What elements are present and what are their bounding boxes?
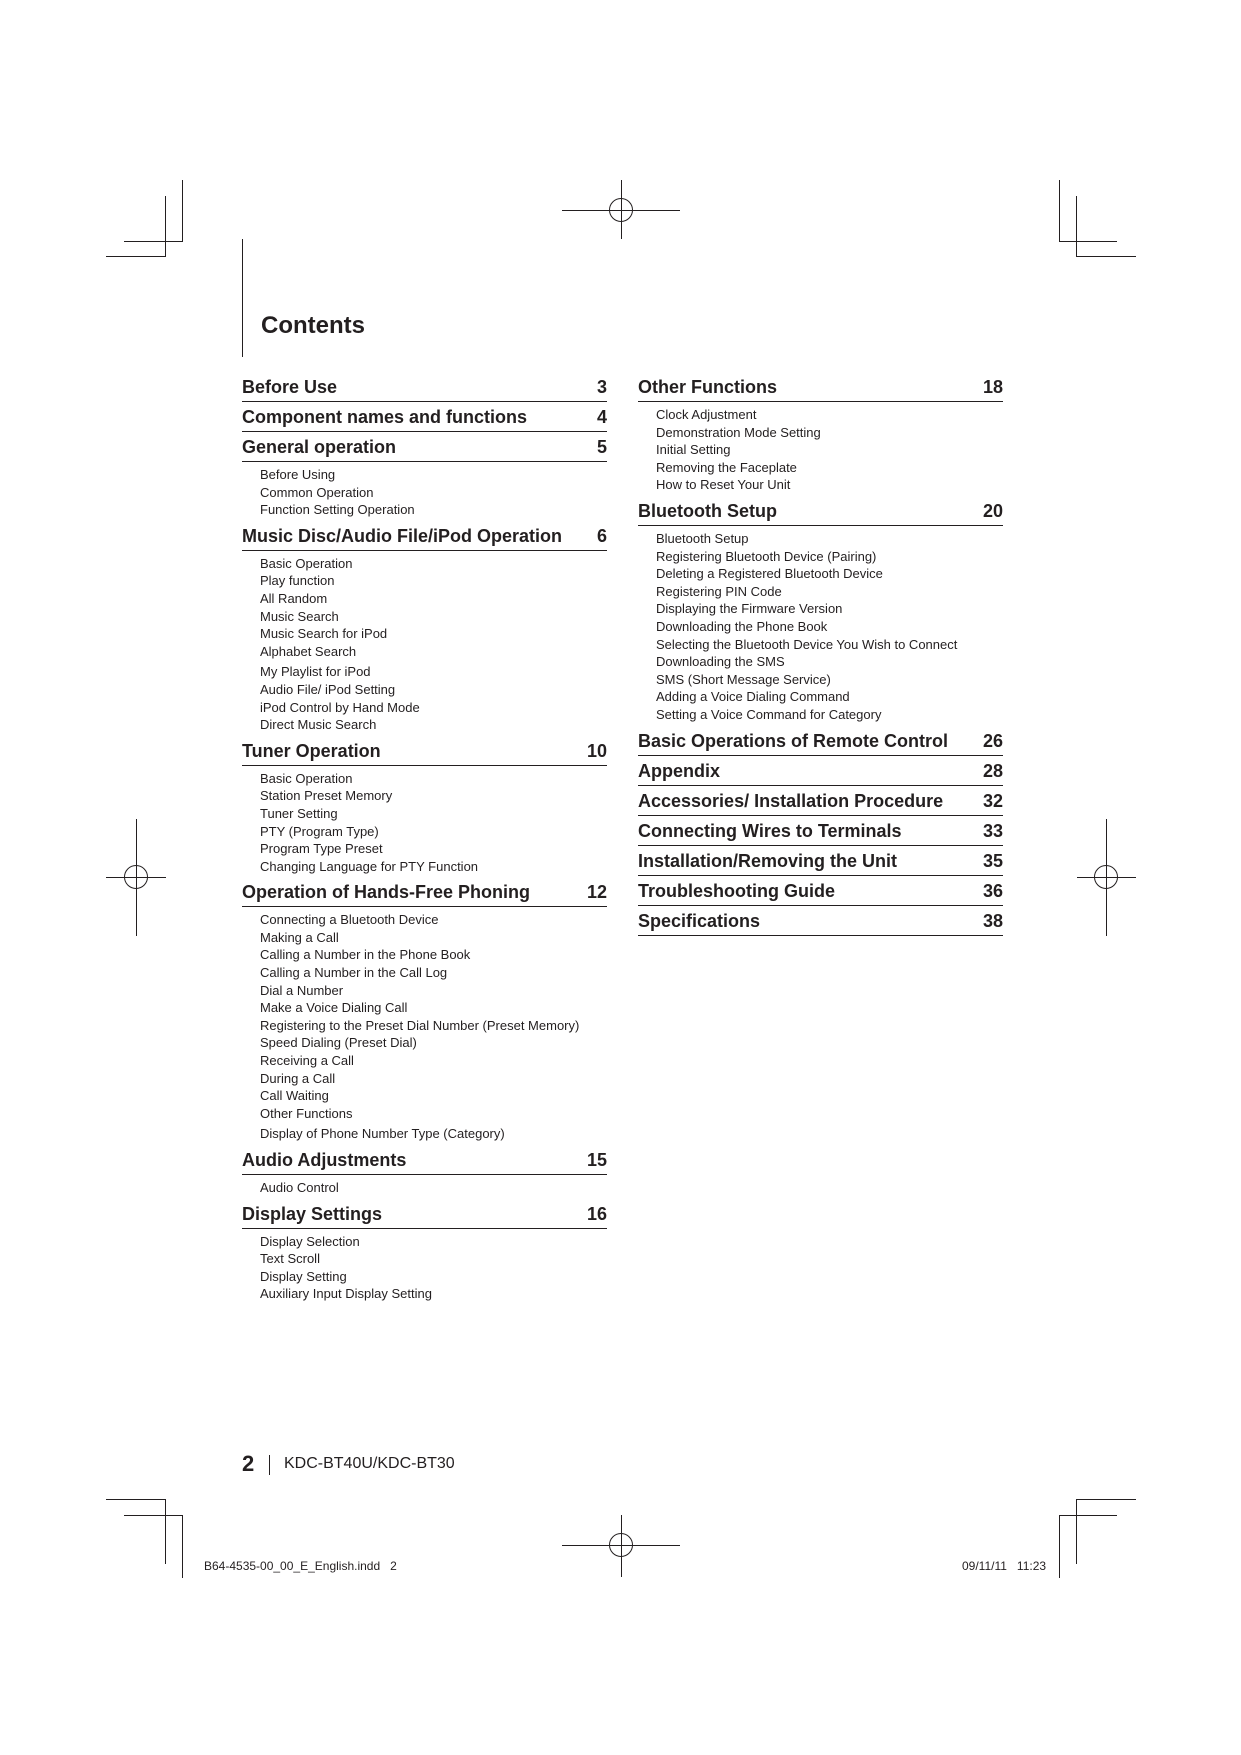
toc-subitem[interactable]: Calling a Number in the Call Log — [260, 965, 448, 981]
toc-section-page: 35 — [982, 850, 1003, 871]
toc-subitem[interactable]: During a Call — [260, 1070, 336, 1086]
toc-subitem[interactable]: Music Search — [260, 608, 339, 624]
toc-subitem-list — [242, 766, 607, 878]
toc-section-heading[interactable] — [242, 402, 607, 432]
toc-section-page: 5 — [596, 437, 607, 457]
toc-subitem-list — [242, 907, 607, 1145]
toc-section-title: Accessories/ Installation Procedure — [638, 790, 944, 811]
toc-subitem[interactable]: Audio File/ iPod Setting — [260, 681, 396, 697]
toc-section-page: 20 — [982, 500, 1003, 521]
toc-section-page: 15 — [586, 1150, 607, 1170]
toc-subitem[interactable]: Function Setting Operation — [260, 502, 415, 518]
toc-section-title: Basic Operations of Remote Control — [638, 730, 949, 751]
toc-subitem[interactable]: Removing the Faceplate — [656, 459, 797, 475]
toc-section-page: 6 — [596, 525, 607, 546]
toc-subitem[interactable]: Display Selection — [260, 1233, 360, 1249]
toc-left-column — [242, 372, 607, 1305]
toc-subitem[interactable]: Alphabet Search — [260, 643, 357, 659]
toc-subitem[interactable]: Receiving a Call — [260, 1053, 354, 1069]
toc-subitem[interactable]: Speed Dialing (Preset Dial) — [260, 1035, 417, 1051]
toc-subitem[interactable]: Connecting a Bluetooth Device — [260, 912, 439, 928]
toc-section-heading[interactable] — [638, 816, 1003, 846]
footer-divider — [269, 1455, 270, 1475]
toc-subitem-list — [242, 1175, 607, 1199]
toc-section-heading[interactable] — [638, 846, 1003, 876]
model-name: KDC-BT40U/KDC-BT30 — [284, 1455, 455, 1472]
toc-subitem[interactable]: Setting a Voice Command for Category — [656, 706, 882, 722]
toc-section-title: Specifications — [638, 910, 761, 931]
toc-section-heading[interactable] — [638, 876, 1003, 906]
toc-subitem[interactable]: How to Reset Your Unit — [656, 477, 791, 493]
toc-subitem[interactable]: Registering Bluetooth Device (Pairing) — [656, 548, 877, 564]
toc-section-title: General operation — [242, 437, 397, 457]
toc-section-title: Installation/Removing the Unit — [638, 850, 898, 871]
toc-section-title: Appendix — [638, 760, 721, 781]
toc-subitem[interactable]: Calling a Number in the Phone Book — [260, 947, 471, 963]
slug-date: 09/11/11 11:23 — [962, 1559, 1047, 1573]
toc-right-column — [638, 372, 1003, 936]
toc-section-page: 3 — [596, 377, 607, 397]
toc-section-heading[interactable] — [638, 496, 1003, 526]
toc-section-heading[interactable] — [242, 877, 607, 907]
toc-subitem[interactable]: Play function — [260, 573, 335, 589]
toc-section-heading[interactable] — [638, 726, 1003, 756]
toc-section-title: Audio Adjustments — [242, 1150, 407, 1170]
toc-section-page: 12 — [586, 882, 607, 903]
toc-subitem[interactable]: Make a Voice Dialing Call — [260, 1000, 408, 1016]
toc-section-page: 32 — [982, 790, 1003, 811]
toc-subitem[interactable]: Program Type Preset — [260, 841, 383, 857]
toc-subitem[interactable]: Other Functions — [260, 1105, 353, 1121]
toc-section-heading[interactable] — [242, 1145, 607, 1175]
toc-subitem[interactable]: Call Waiting — [260, 1088, 329, 1104]
toc-section-page: 28 — [982, 760, 1003, 781]
toc-section-page: 38 — [982, 910, 1003, 931]
toc-section-page: 33 — [982, 820, 1003, 841]
page-title: Contents — [261, 312, 365, 339]
toc-subitem[interactable]: Auxiliary Input Display Setting — [260, 1286, 432, 1302]
toc-section-title: Before Use — [242, 377, 338, 397]
toc-section-heading[interactable] — [242, 432, 607, 462]
toc-section-page: 36 — [982, 880, 1003, 901]
toc-subitem[interactable]: SMS (Short Message Service) — [656, 671, 831, 687]
toc-subitem[interactable]: Changing Language for PTY Function — [260, 858, 479, 874]
toc-subitem-list — [242, 1229, 607, 1305]
toc-section-title: Display Settings — [242, 1203, 383, 1224]
toc-subitem-list — [638, 526, 1003, 726]
toc-section-heading[interactable] — [242, 372, 607, 402]
toc-subitem[interactable]: Registering PIN Code — [656, 583, 782, 599]
toc-subitem-list — [242, 462, 607, 521]
toc-section-title: Troubleshooting Guide — [638, 880, 835, 901]
toc-section-page: 26 — [982, 730, 1003, 751]
toc-subitem[interactable]: Dial a Number — [260, 982, 344, 998]
toc-section-page: 10 — [586, 740, 607, 761]
toc-section-page: 18 — [982, 377, 1003, 397]
toc-section-title: Component names and functions — [242, 407, 528, 427]
toc-section-title: Music Disc/Audio File/iPod Operation — [242, 525, 563, 546]
toc-subitem[interactable]: All Random — [260, 590, 328, 606]
title-rule — [242, 239, 243, 357]
toc-subitem[interactable]: Text Scroll — [260, 1251, 320, 1267]
toc-subitem[interactable]: Bluetooth Setup — [656, 530, 749, 546]
page-number: 2 — [242, 1451, 255, 1476]
toc-subitem[interactable]: Deleting a Registered Bluetooth Device — [656, 566, 883, 582]
toc-subitem[interactable]: Adding a Voice Dialing Command — [656, 689, 850, 705]
toc-subitem[interactable]: Music Search for iPod — [260, 626, 388, 642]
toc-subitem[interactable]: Common Operation — [260, 484, 374, 500]
toc-section-heading[interactable] — [242, 521, 607, 551]
toc-section-heading[interactable] — [638, 786, 1003, 816]
toc-section-title: Bluetooth Setup — [638, 500, 777, 521]
toc-subitem[interactable]: Initial Setting — [656, 442, 731, 458]
toc-section-title: Connecting Wires to Terminals — [638, 820, 902, 841]
toc-subitem[interactable]: Basic Operation — [260, 555, 353, 571]
toc-section-page: 16 — [586, 1203, 607, 1224]
toc-section-title: Other Functions — [638, 377, 777, 397]
toc-subitem[interactable]: Audio Control — [260, 1180, 339, 1195]
toc-section-heading[interactable] — [638, 372, 1003, 402]
toc-subitem[interactable]: Downloading the SMS — [656, 654, 785, 670]
toc-subitem[interactable]: Clock Adjustment — [656, 407, 757, 422]
toc-subitem[interactable]: Direct Music Search — [260, 717, 377, 733]
slug-filename: B64-4535-00_00_E_English.indd 2 — [204, 1559, 397, 1573]
toc-subitem[interactable]: Before Using — [260, 467, 336, 482]
toc-subitem[interactable]: Station Preset Memory — [260, 788, 393, 804]
toc-subitem[interactable]: My Playlist for iPod — [260, 664, 371, 680]
toc-subitem[interactable]: Downloading the Phone Book — [656, 618, 828, 634]
toc-subitem[interactable]: Basic Operation — [260, 770, 353, 786]
toc-subitem[interactable]: iPod Control by Hand Mode — [260, 699, 420, 715]
toc-section-title: Operation of Hands-Free Phoning — [242, 882, 531, 903]
toc-section-title: Tuner Operation — [242, 740, 381, 761]
toc-subitem[interactable]: Making a Call — [260, 929, 339, 945]
toc-section-heading[interactable] — [638, 756, 1003, 786]
toc-subitem[interactable]: Tuner Setting — [260, 805, 338, 821]
toc-subitem[interactable]: Selecting the Bluetooth Device You Wish to Connect — [656, 636, 958, 652]
toc-subitem[interactable]: Display of Phone Number Type (Category) — [260, 1126, 505, 1142]
toc-subitem[interactable]: Display Setting — [260, 1268, 347, 1284]
toc-section-heading[interactable] — [638, 906, 1003, 936]
toc-subitem-list — [242, 551, 607, 736]
toc-section-page: 4 — [596, 407, 607, 427]
toc-section-heading[interactable] — [242, 736, 607, 766]
toc-subitem[interactable]: Demonstration Mode Setting — [656, 424, 821, 440]
toc-subitem[interactable]: PTY (Program Type) — [260, 823, 379, 839]
toc-subitem-list — [638, 402, 1003, 496]
toc-section-heading[interactable] — [242, 1199, 607, 1229]
toc-subitem[interactable]: Displaying the Firmware Version — [656, 601, 843, 617]
toc-subitem[interactable]: Registering to the Preset Dial Number (Preset Memory) — [260, 1017, 580, 1033]
